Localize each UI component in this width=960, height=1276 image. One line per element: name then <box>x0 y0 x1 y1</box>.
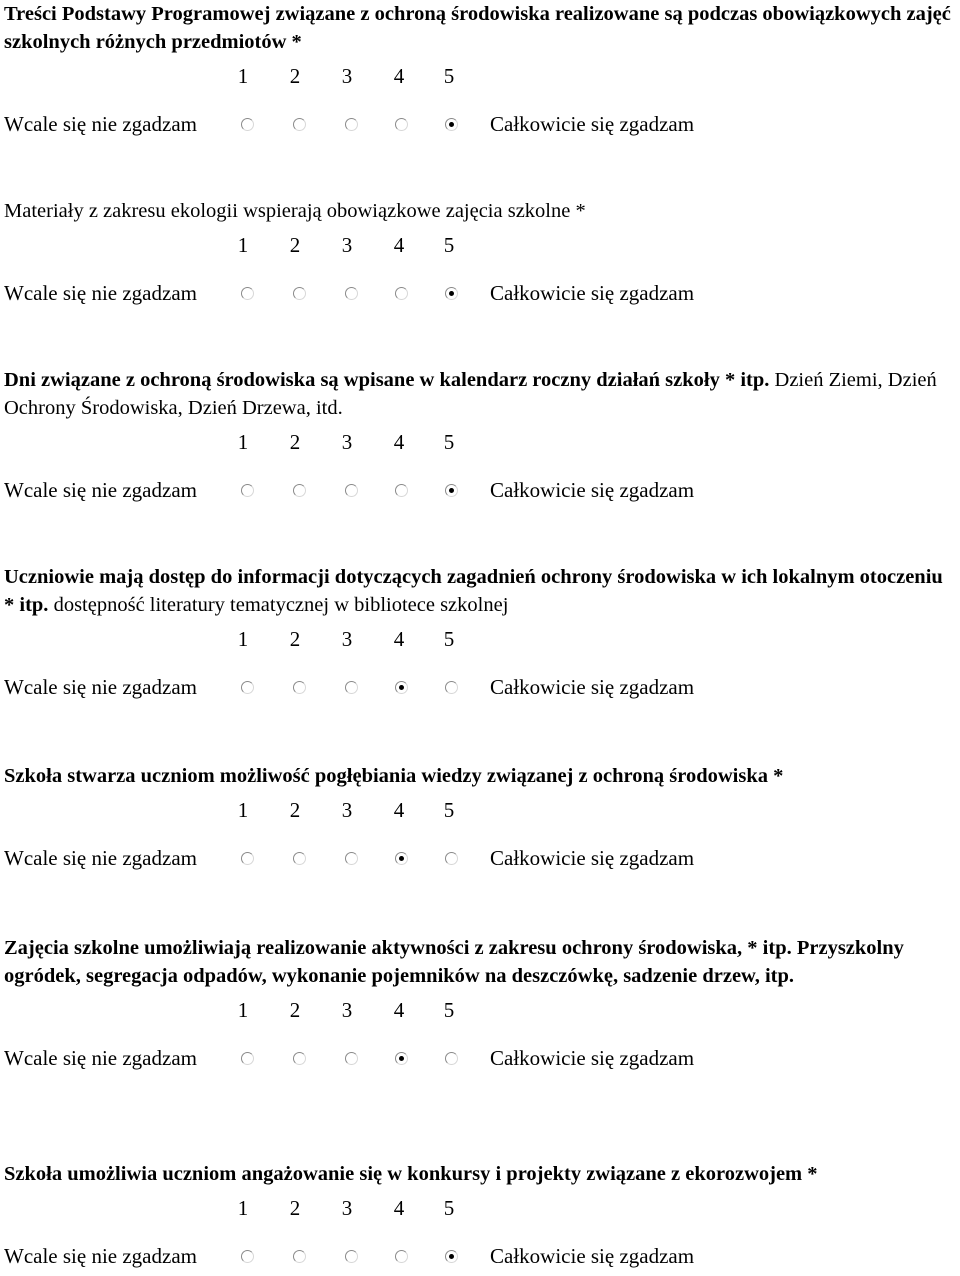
scale-max-label: Całkowicie się zgadzam <box>490 478 695 502</box>
scale-number: 1 <box>237 998 249 1022</box>
scale-number: 5 <box>443 233 455 257</box>
scale-number: 3 <box>341 998 353 1022</box>
scale-min-label: Wcale się nie zgadzam <box>4 846 197 870</box>
question-text <box>4 0 956 56</box>
rating-radio-5[interactable] <box>445 852 458 865</box>
rating-radio-5[interactable] <box>445 681 458 694</box>
rating-radio-5[interactable] <box>445 1250 458 1263</box>
scale-number: 5 <box>443 430 455 454</box>
scale-number: 5 <box>443 1196 455 1220</box>
question-text <box>4 762 956 790</box>
rating-radio-4[interactable] <box>395 852 408 865</box>
scale-max-label: Całkowicie się zgadzam <box>490 675 695 699</box>
question-text-bold: Zajęcia szkolne umożliwiają realizowanie aktywności z zakresu ochrony środowiska, * itp. Przyszkolny ogródek, segregacja odpadów, wykonanie pojemników na deszczówkę, sadzenie drzew, itp. <box>4 937 904 987</box>
question-text-bold: Szkoła stwarza uczniom możliwość pogłębiania wiedzy związanej z ochroną środowiska * <box>4 765 784 787</box>
rating-radio-2[interactable] <box>293 287 306 300</box>
scale-number: 3 <box>341 430 353 454</box>
rating-radio-2[interactable] <box>293 1250 306 1263</box>
scale-number: 5 <box>443 627 455 651</box>
rating-radio-2[interactable] <box>293 681 306 694</box>
scale-number: 1 <box>237 1196 249 1220</box>
scale-number: 4 <box>393 627 405 651</box>
survey-question <box>4 762 956 878</box>
rating-radio-2[interactable] <box>293 852 306 865</box>
scale-number: 5 <box>443 798 455 822</box>
scale-number: 1 <box>237 64 249 88</box>
scale-number: 4 <box>393 1196 405 1220</box>
rating-radio-4[interactable] <box>395 1250 408 1263</box>
rating-radio-2[interactable] <box>293 118 306 131</box>
question-text-bold: Treści Podstawy Programowej związane z ochroną środowiska realizowane są podczas obowiązkowych zajęć szkolnych różnych przedmiotów * <box>4 3 951 53</box>
rating-radio-1[interactable] <box>241 118 254 131</box>
rating-radio-4[interactable] <box>395 287 408 300</box>
scale-number: 3 <box>341 798 353 822</box>
question-text-bold: Uczniowie mają dostęp do informacji dotyczących zagadnień ochrony środowiska w ich lokalnym otoczeniu * itp. <box>4 566 943 616</box>
question-text-normal: dostępność literatury tematycznej w bibliotece szkolnej <box>48 594 509 616</box>
scale-numbers <box>4 798 956 838</box>
scale-number: 5 <box>443 64 455 88</box>
rating-radio-4[interactable] <box>395 681 408 694</box>
rating-radio-5[interactable] <box>445 287 458 300</box>
rating-row <box>4 476 956 510</box>
rating-radio-4[interactable] <box>395 484 408 497</box>
rating-row <box>4 1242 956 1276</box>
rating-radio-1[interactable] <box>241 681 254 694</box>
rating-radio-1[interactable] <box>241 852 254 865</box>
scale-min-label: Wcale się nie zgadzam <box>4 1244 197 1268</box>
rating-radio-5[interactable] <box>445 118 458 131</box>
rating-row <box>4 673 956 707</box>
rating-radio-5[interactable] <box>445 1052 458 1065</box>
question-text-bold: Dni związane z ochroną środowiska są wpisane w kalendarz roczny działań szkoły * itp. <box>4 369 770 391</box>
scale-numbers <box>4 233 956 273</box>
rating-radio-1[interactable] <box>241 287 254 300</box>
scale-number: 2 <box>289 64 301 88</box>
rating-radio-1[interactable] <box>241 1250 254 1263</box>
scale-number: 3 <box>341 1196 353 1220</box>
rating-radio-2[interactable] <box>293 1052 306 1065</box>
rating-row <box>4 1044 956 1078</box>
question-text <box>4 366 956 422</box>
rating-radio-5[interactable] <box>445 484 458 497</box>
survey-question <box>4 366 956 510</box>
scale-numbers <box>4 430 956 470</box>
rating-row <box>4 844 956 878</box>
rating-radio-1[interactable] <box>241 484 254 497</box>
question-text-bold: Szkoła umożliwia uczniom angażowanie się w konkursy i projekty związane z ekorozwojem * <box>4 1163 818 1185</box>
question-text <box>4 197 956 225</box>
rating-radio-3[interactable] <box>345 484 358 497</box>
survey-question <box>4 563 956 707</box>
scale-number: 2 <box>289 627 301 651</box>
rating-radio-4[interactable] <box>395 118 408 131</box>
question-text <box>4 934 956 990</box>
scale-min-label: Wcale się nie zgadzam <box>4 675 197 699</box>
scale-number: 4 <box>393 233 405 257</box>
scale-number: 3 <box>341 627 353 651</box>
scale-number: 5 <box>443 998 455 1022</box>
scale-max-label: Całkowicie się zgadzam <box>490 846 695 870</box>
scale-number: 1 <box>237 798 249 822</box>
scale-numbers <box>4 64 956 104</box>
question-text <box>4 563 956 619</box>
scale-number: 3 <box>341 233 353 257</box>
scale-number: 4 <box>393 998 405 1022</box>
question-text-normal: Materiały z zakresu ekologii wspierają obowiązkowe zajęcia szkolne * <box>4 200 586 222</box>
survey-question <box>4 934 956 1078</box>
scale-number: 4 <box>393 798 405 822</box>
scale-number: 2 <box>289 798 301 822</box>
rating-radio-3[interactable] <box>345 118 358 131</box>
rating-row <box>4 279 956 313</box>
survey-question <box>4 1160 956 1276</box>
scale-min-label: Wcale się nie zgadzam <box>4 478 197 502</box>
scale-number: 2 <box>289 233 301 257</box>
scale-numbers <box>4 627 956 667</box>
scale-number: 1 <box>237 627 249 651</box>
scale-numbers <box>4 1196 956 1236</box>
scale-number: 1 <box>237 233 249 257</box>
scale-number: 2 <box>289 1196 301 1220</box>
rating-radio-2[interactable] <box>293 484 306 497</box>
question-text-normal: Dzień Ziemi, Dzień Ochrony Środowiska, Dzień Drzewa, itd. <box>4 369 937 419</box>
scale-min-label: Wcale się nie zgadzam <box>4 281 197 305</box>
rating-radio-3[interactable] <box>345 287 358 300</box>
rating-radio-1[interactable] <box>241 1052 254 1065</box>
scale-min-label: Wcale się nie zgadzam <box>4 112 197 136</box>
scale-numbers <box>4 998 956 1038</box>
scale-number: 1 <box>237 430 249 454</box>
scale-max-label: Całkowicie się zgadzam <box>490 1244 695 1268</box>
rating-radio-3[interactable] <box>345 1250 358 1263</box>
survey-question <box>4 0 956 144</box>
scale-number: 3 <box>341 64 353 88</box>
rating-radio-3[interactable] <box>345 1052 358 1065</box>
rating-radio-3[interactable] <box>345 681 358 694</box>
rating-radio-3[interactable] <box>345 852 358 865</box>
scale-max-label: Całkowicie się zgadzam <box>490 1046 695 1070</box>
survey-question <box>4 197 956 313</box>
scale-min-label: Wcale się nie zgadzam <box>4 1046 197 1070</box>
scale-number: 2 <box>289 430 301 454</box>
scale-number: 4 <box>393 64 405 88</box>
question-text <box>4 1160 956 1188</box>
scale-number: 4 <box>393 430 405 454</box>
scale-max-label: Całkowicie się zgadzam <box>490 112 695 136</box>
scale-max-label: Całkowicie się zgadzam <box>490 281 695 305</box>
rating-row <box>4 110 956 144</box>
rating-radio-4[interactable] <box>395 1052 408 1065</box>
scale-number: 2 <box>289 998 301 1022</box>
